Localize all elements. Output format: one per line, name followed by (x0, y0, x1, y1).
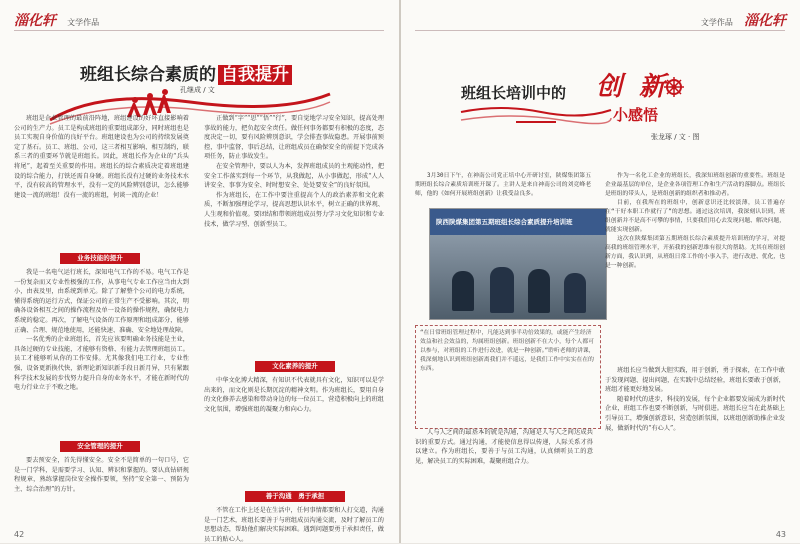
paragraph: 我是一名电气运行班长，深知电气工作的不易。电气工作是一份复杂而又专业性极强的工作，从事电气专业工作应当由大到小，由表及里，由系统到单元。除了了解整个公司的电力系统，懂得系统的运行方式，保证公司的正常生产不受影响。其次，明确各设备相互之间的操作流程及单一设备的操作规程，确保电力系统的稳定。再次，了解电气设备的工作原理和组成部分，能够正确、合理、规范地使用，还能快速、准确、安全地处理故障。 (14, 269, 189, 334)
magazine-logo: 淄化轩 (744, 13, 786, 29)
person-silhouette (564, 273, 586, 313)
left-col2-culture (204, 376, 384, 486)
author-line: 张龙琢 / 文 · 图 (651, 133, 700, 141)
right-col2-body (605, 172, 785, 362)
ship-wheel-icon (663, 76, 685, 98)
paragraph: 这次在陕煤集团第五期班组长综合素质提升培训班的学习，对提高我的班组管理水平，开拓我的创新思维有很大的帮助。尤其在班组创新方面，我认识到，从班组日常工作的小事入手，进行改进、优化，也是一种创新。 (605, 236, 785, 269)
author-line: 孔继成 / 文 (180, 86, 215, 94)
training-photo (429, 208, 607, 320)
paragraph: 在安全管理中，要以人为本，发挥班组成员的主观能动性，把安全工作落实到每一个环节，从我做起，从小事做起，形成“人人讲安全、事事为安全、时时想安全、处处要安全”的良好氛围。 (204, 162, 384, 190)
paragraph: 班组是企业管理的最前沿阵地，班组建设的好坏直接影响着公司的生产力。员工是构成班组的重要组成部分，同时班组也是员工实现自身价值的良好平台。班组建设也为公司的持续发展奠定了基石。员工、班组、公司，这三者相互影响、相互制约，联系三者的重要环节就是班组长。因此，班组长作为企业的“兵头将尾”，起着至关重要的作用。班组长的综合素质决定着班组建设的综合能力，打铁还需自身硬。班组长没有过硬的业务技术水平，没有较高的管理水平，没有一定的风险辨别意识，怎么能够建设一流的班组！没有一流的班组，何谈一流的企业！ (14, 115, 189, 199)
title-highlight: 自我提升 (218, 65, 292, 85)
subheading-tag: 善于沟通 勇于承担 (245, 491, 345, 502)
magazine-logo: 淄化轩 (14, 13, 56, 29)
header-rule (415, 30, 785, 31)
paragraph: 人与人之间的最基本的就是沟通，沟通是人与人之间达成共识的重要方式。通过沟通，才能使信息得以传递，人际关系才得以建立。作为班组长，要善于与员工沟通，认真倾听员工的意见，解决员工的实际困难，凝聚班组合力。 (415, 429, 593, 465)
photo-banner-text: 陕西陕煤集团第五期班组长综合素质提升培训班 (436, 218, 573, 226)
left-col2-body (204, 114, 384, 359)
paragraph: 随着时代的进步，科技的发展，每个企业都要发展成为新时代企业，班组工作也要不断创新，与时俱进。班组长应当在此基础上引导员工，增强创新意识，营造创新氛围，以班组创新助推企业发展，做新时代的“有心人”。 (605, 395, 785, 432)
header-rule (14, 30, 384, 31)
paragraph: 班组长应当做到大胆实践，用于创新，勇于探索，在工作中敢于发现问题、提出问题，在实践中总结经验，班组长要敢于创新，班组才能更好地发展。 (605, 367, 785, 394)
title-text: 班组长综合素质的 (80, 65, 216, 85)
section-label: 文学作品 (67, 18, 100, 27)
paragraph: 作为班组长，在工作中要注重提高个人的政治素养和文化素质，不断加强理论学习，提高思想认识水平，树立正确的世界观、人生观和价值观。要团结和带领班组成员努力学习文化知识和专业技术，做学习型、创新型员工。 (204, 191, 384, 228)
page-number: 43 (775, 530, 786, 539)
title-highlight: 创 新 (596, 72, 670, 102)
right-header (701, 10, 786, 32)
subheading-tag: 文化素养的提升 (255, 361, 335, 372)
article-title (461, 82, 566, 103)
person-silhouette (452, 271, 474, 311)
subheading-tag: 安全管理的提升 (60, 441, 140, 452)
paragraph: 3月30日下午，在神南公司党正培中心开研讨室，陕煤集团第五期班组长综合素质培训班开课了。主讲人是来自神南公司的刘竞峰老师，他的《如何开展班组创新》让我受益良多。 (415, 173, 591, 197)
left-col1-body (14, 268, 189, 438)
quote-box (415, 325, 601, 429)
left-col2-comm (204, 506, 384, 543)
paragraph: 中华文化博大精深，有知识不代表就具有文化，知识可以是学出来的，而文化则是长期沉淀的精神文明。作为班组长，要用自身的文化修养去感染和带动身边的每一位员工，营造积极向上的班组文化氛围，增强班组的凝聚力和向心力。 (204, 377, 384, 413)
wave-decoration-icon (461, 104, 611, 130)
paragraph: 作为一名化工企业的班组长，我深知班组创新的重要性。班组是企业最基层的单位，是企业各项管理工作和生产活动的落脚点。班组长是班组的带头人，是班组创新的组织者和推动者。 (605, 173, 785, 197)
left-page (0, 0, 399, 543)
right-col2-body2 (605, 366, 785, 526)
article-title (80, 60, 292, 85)
paragraph: 目前，在我所在的班组中，创新意识还比较淡薄，员工普遍存在“干好本职工作就行了”的思想。通过这次培训，我深刻认识到，班组创新并不是高不可攀的事情，只要我们用心去发现问题、解决问题，就能实现创新。 (605, 200, 785, 233)
right-page (401, 0, 800, 543)
title-subline: 小感悟 (613, 106, 659, 124)
section-label: 文学作品 (700, 18, 733, 27)
right-col1-body (415, 428, 593, 528)
paragraph: 要去预安全，首先得懂安全。安全不是简单的一句口号，它是一门学科，是需要学习、认知、辨识和掌握的。要认真钻研规程规章，熟练掌握岗位安全操作要领，坚持“安全第一、预防为主、综合治理”的方针。 (14, 457, 189, 493)
paragraph: 不管在工作上还是在生活中，任何事情都要和人打交道，沟通是一门艺术，班组长要善于与班组成员沟通交流，及时了解员工的思想动态，帮助他们解决实际困难。遇到问题要勇于承担责任，做员工的贴心人。 (204, 507, 384, 543)
quote-text: “在日常班组管理过程中，凡能达到事半功倍效果的，或能产生经济效益和社会效益的，均属班组创新。班组创新不在大小，每个人都可以参与，对班组的工作进行改进，就是一种创新。”聆听老师的讲课，我深刻地认识到班组创新离我们并不遥远，是我们工作中实实在在的东西。 (420, 330, 595, 372)
paragraph: 正做到“字”“思”“悟”“行”，要自觉地学习安全知识，提高处理事故的能力，把负起安全责任。做任何事务都要有积极的态度，态度决定一切，要有风险辨别意识，学会排查事故隐患。开展事前预控，事中监督，事后总结，让班组成员在确保安全的前提下完成各项任务，防止事故发生。 (204, 115, 384, 161)
person-silhouette (528, 269, 550, 313)
title-text: 班组长培训中的 (461, 84, 567, 102)
right-col1-intro (415, 172, 591, 210)
left-header (14, 10, 99, 32)
left-col1-intro (14, 114, 189, 249)
page-number: 42 (14, 530, 25, 539)
subheading-tag: 业务技能的提升 (60, 253, 140, 264)
left-col1-safety (14, 456, 189, 526)
person-silhouette (490, 267, 514, 313)
paragraph: 一名优秀的企业班组长，首先应该要明确业务技能是主业，具备过硬的专业技能，才能够有资格、有能力去管理班组员工。员工才能够听从你的工作安排。尤其像我们电工行业，专业性强，设备更新换代快，新理论新知识新手段日新月异，只有紧跟科学技术发展的步伐努力提升自身的业务水平，才能在新时代的电力行业立于不败之地。 (14, 336, 189, 392)
